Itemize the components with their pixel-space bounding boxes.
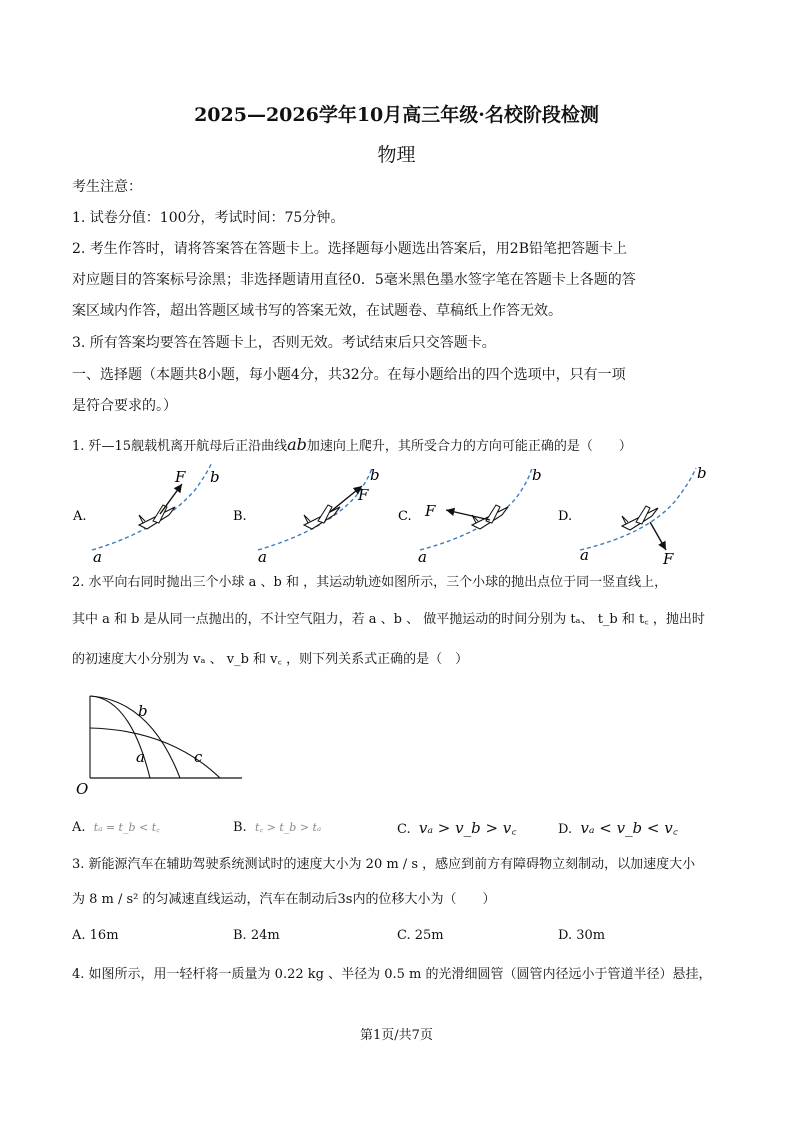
q2-option-b: B. t꜀ > t_b > tₐ: [233, 820, 322, 835]
section-1-line-1: 一、选择题（本题共8小题，每小题4分，共32分。在每小题给出的四个选项中，只有一项: [72, 367, 626, 383]
q3-option-b: B. 24m: [233, 928, 280, 943]
q2-option-c: C. vₐ > v_b > v꜀: [397, 819, 517, 837]
q1-c-force-arrow: [446, 510, 490, 520]
q3-line-2: 为 8 m / s² 的匀减速直线运动，汽车在制动后3s内的位移大小为（ ）: [72, 892, 496, 907]
exam-title: 2025—2026学年10月高三年级·名校阶段检测: [194, 104, 599, 126]
q1-c-start-label: a: [418, 548, 427, 566]
q1-d-start-label: a: [580, 546, 589, 564]
q1-a-start-label: a: [93, 548, 102, 566]
q1-option-a-label: A.: [73, 509, 87, 524]
q1-b-trajectory: [258, 468, 372, 550]
q1-options-figure: [0, 460, 793, 570]
q1-d-force-label: F: [663, 550, 674, 568]
q1-option-c: [398, 466, 542, 566]
q2-option-d-expr: vₐ < v_b < v꜀: [580, 819, 678, 837]
q1-curve-label: ab: [287, 435, 307, 454]
q1-option-d-label: D.: [558, 509, 573, 524]
q2-option-d: D. vₐ < v_b < v꜀: [558, 819, 678, 837]
q3-option-c: C. 25m: [397, 928, 444, 943]
section-1-line-2: 是符合要求的。）: [72, 398, 177, 414]
q1-b-start-label: a: [258, 548, 267, 566]
q1-c-force-label: F: [425, 502, 436, 520]
q1-stem-part-1: 1. 歼—15舰载机离开航母后正沿曲线: [72, 439, 288, 454]
q2-label-c: c: [194, 748, 203, 766]
notice-item-3: 3. 所有答案均要答在答题卡上，否则无效。考试结束后只交答题卡。: [72, 335, 496, 351]
q2-line-3: 的初速度大小分别为 vₐ 、 v_b 和 v꜀ ，则下列关系式正确的是（ ）: [72, 652, 469, 667]
q3-line-1: 3. 新能源汽车在辅助驾驶系统测试时的速度大小为 20 m / s ，感应到前方有障碍物立刻制动，以加速度大小: [72, 857, 696, 872]
q1-c-trajectory: [420, 468, 532, 550]
q2-option-a-expr: tₐ = t_b < t꜀: [93, 821, 160, 834]
q3-option-d: D. 30m: [558, 928, 606, 943]
notice-heading: 考生注意：: [72, 179, 142, 195]
q2-line-1: 2. 水平向右同时抛出三个小球 a 、b 和 ，其运动轨迹如图所示，三个小球的抛出点位于同一竖直线上，: [72, 575, 668, 590]
q2-label-b: b: [138, 702, 148, 720]
notice-item-2-line-3: 案区域内作答，超出答题区域书写的答案无效，在试题卷、草稿纸上作答无效。: [72, 303, 562, 319]
q2-option-b-expr: t꜀ > t_b > tₐ: [254, 821, 322, 834]
q1-option-b: [233, 466, 380, 566]
q1-a-force-label: F: [175, 468, 186, 486]
q2-option-a: A. tₐ = t_b < t꜀: [72, 820, 160, 835]
q2-trajectory-b: [90, 696, 180, 778]
q1-option-a: [72, 462, 220, 566]
q1-d-force-arrow: [650, 522, 666, 550]
q2-label-origin: O: [76, 780, 89, 798]
subject-title: 物理: [377, 144, 416, 166]
notice-item-1: 1. 试卷分值：100分，考试时间：75分钟。: [72, 210, 345, 226]
page-footer: 第1页/共7页: [360, 1028, 433, 1043]
q2-option-c-expr: vₐ > v_b > v꜀: [418, 819, 517, 837]
q2-trajectory-figure: [70, 690, 250, 800]
q1-option-c-label: C.: [398, 509, 412, 524]
q1-d-end-label: b: [697, 464, 707, 482]
q3-option-a: A. 16m: [72, 928, 119, 943]
q1-c-end-label: b: [532, 466, 542, 484]
q1-option-d: [558, 464, 707, 568]
notice-item-2-line-2: 对应题目的答案标号涂黑；非选择题请用直径0．5毫米黑色墨水签字笔在答题卡上各题的答: [72, 272, 636, 288]
q1-a-trajectory: [92, 462, 212, 550]
q1-b-end-label: b: [370, 466, 380, 484]
q1-stem-part-2: 加速向上爬升，其所受合力的方向可能正确的是（ ）: [306, 439, 632, 454]
q4-line-1: 4. 如图所示，用一轻杆将一质量为 0.22 kg 、半径为 0.5 m 的光滑细圆管（圆管内径远小于管道半径）悬挂，: [72, 967, 712, 982]
q2-line-2: 其中 a 和 b 是从同一点抛出的，不计空气阻力，若 a 、b 、 做平抛运动的时间分别为 tₐ、 t_b 和 t꜀ ，抛出时: [72, 612, 705, 627]
q1-a-plane-icon: [139, 505, 175, 529]
q1-stem: [72, 436, 632, 456]
q2-label-a: a: [136, 748, 145, 766]
notice-item-2-line-1: 2. 考生作答时，请将答案答在答题卡上。选择题每小题选出答案后，用2B铅笔把答题卡上: [72, 241, 628, 257]
q1-option-b-label: B.: [233, 509, 247, 524]
q1-b-force-label: F: [358, 486, 369, 504]
q1-d-trajectory: [580, 468, 696, 550]
q1-a-end-label: b: [210, 468, 220, 486]
